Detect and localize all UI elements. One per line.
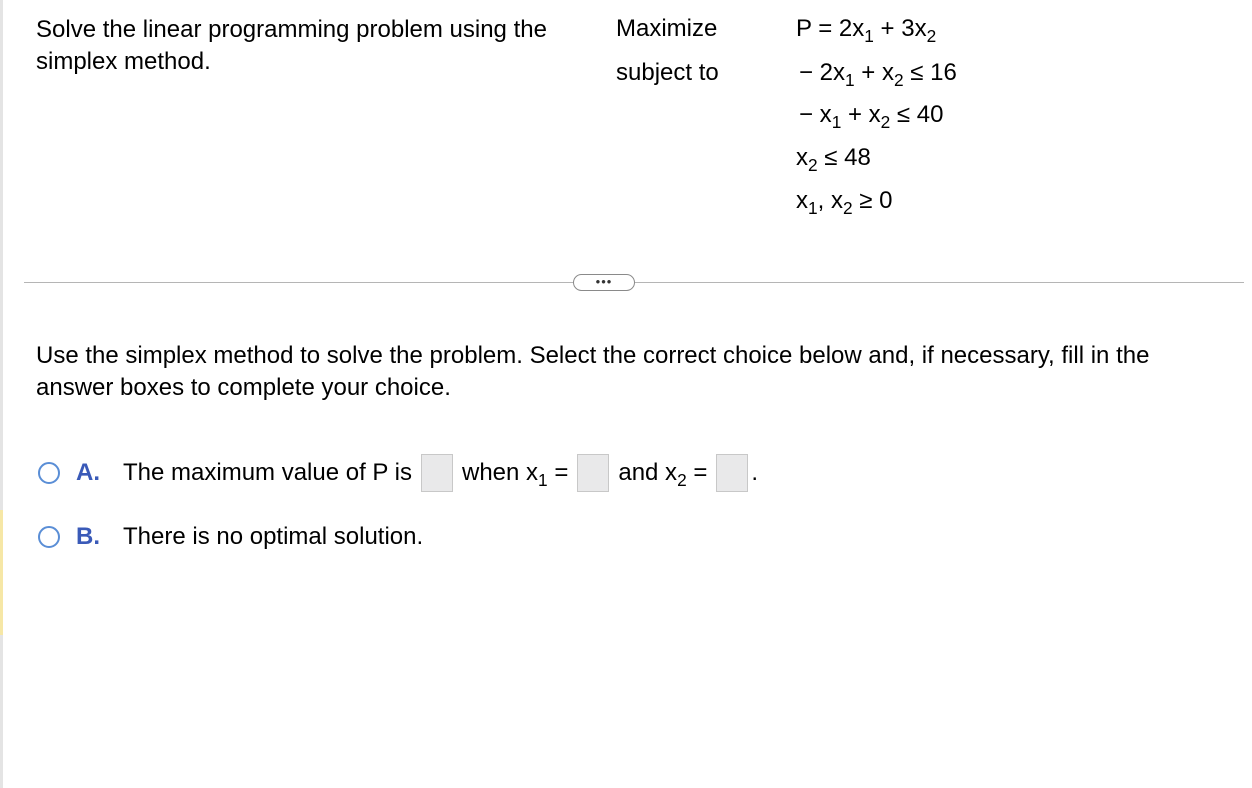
expand-button[interactable] xyxy=(573,274,635,291)
choice-b-radio[interactable] xyxy=(38,526,60,548)
choice-a[interactable] xyxy=(38,453,758,493)
choice-a-letter: A. xyxy=(76,459,100,486)
problem-statement: Solve the linear programming problem using the simplex method. xyxy=(36,16,547,75)
left-border-highlight xyxy=(0,510,3,635)
constraint-3: $x_2 \le 48$ xyxy=(796,144,871,176)
constraint-2: − $x_1 + x_2 \le 40$ xyxy=(799,101,944,133)
left-border xyxy=(0,0,3,788)
constraint-1: − $2x_1 + x_2 \le 16$ xyxy=(799,59,957,91)
objective-function: $P = 2x_1 + 3x_2$ xyxy=(796,15,937,47)
max-p-answer-box[interactable] xyxy=(421,454,453,492)
choice-b-text: There is no optimal solution. xyxy=(123,523,424,550)
instruction-text: Use the simplex method to solve the problem. Select the correct choice below and, if necessary, fill in the answer boxes to complete your choice. xyxy=(36,342,1150,401)
choice-b-letter: B. xyxy=(76,523,100,550)
choice-a-period: . xyxy=(751,459,759,486)
ellipsis-icon: ••• xyxy=(595,274,613,289)
choice-a-text: The maximum value of P is xyxy=(123,459,412,486)
choice-a-when-text: when $x_1$ = xyxy=(462,459,569,491)
maximize-label: Maximize xyxy=(616,15,718,42)
choice-b[interactable] xyxy=(38,517,423,557)
choice-a-radio[interactable] xyxy=(38,462,60,484)
nonnegativity-constraint: $x_1$, $x_2 \ge 0$ xyxy=(796,187,893,219)
x1-answer-box[interactable] xyxy=(577,454,609,492)
x2-answer-box[interactable] xyxy=(716,454,748,492)
subject-to-label: subject to xyxy=(616,59,719,86)
choice-a-and-text: and $x_2$ = xyxy=(618,459,708,491)
